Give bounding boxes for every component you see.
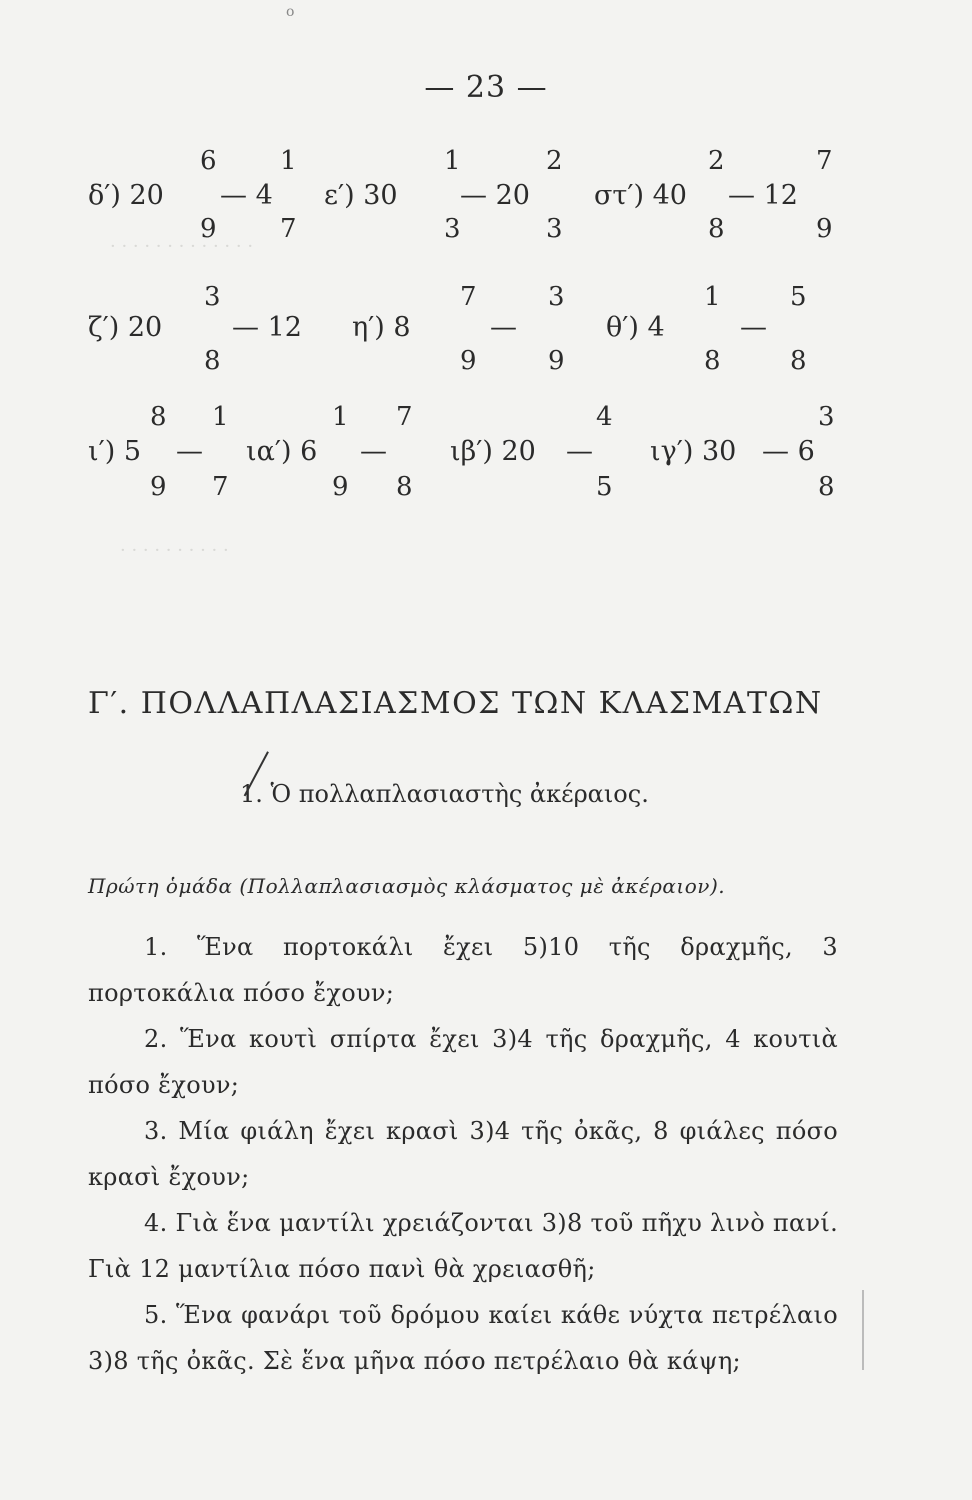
operator: — 6	[762, 436, 815, 467]
denominator: 9	[460, 346, 477, 376]
denominator: 7	[212, 472, 229, 502]
denominator: 9	[150, 472, 167, 502]
margin-mark	[862, 1290, 864, 1370]
problem-item: 1. Ἕνα πορτοκάλι ἔχει 5)10 τῆς δραχμῆς, 3 πορτοκάλια πόσο ἔχουν;	[88, 933, 838, 1007]
denominator: 7	[280, 214, 297, 244]
exercise-label: στ′) 40	[594, 180, 687, 211]
numerator: 4	[596, 402, 613, 432]
denominator: 8	[818, 472, 835, 502]
denominator: 8	[704, 346, 721, 376]
operator: —	[566, 436, 593, 467]
problem-item: 5. Ἕνα φανάρι τοῦ δρόμου καίει κάθε νύχτα πετρέλαιο 3)8 τῆς ὀκᾶς. Σὲ ἕνα μῆνα πόσο πετρέλαιο θὰ κάψη;	[88, 1301, 838, 1375]
numerator: 8	[150, 402, 167, 432]
denominator: 5	[596, 472, 613, 502]
exercise-label: ιγ′) 30	[650, 436, 737, 467]
exercise-label: ε′) 30	[324, 180, 398, 211]
ink-dot: o	[286, 4, 295, 20]
operator: —	[740, 312, 767, 343]
section-title: Γ′. ΠΟΛΛΑΠΛΑΣΙΑΣΜΟΣ ΤΩΝ ΚΛΑΣΜΑΤΩΝ	[88, 686, 823, 721]
denominator: 8	[790, 346, 807, 376]
denominator: 3	[444, 214, 461, 244]
operator: —	[490, 312, 517, 343]
denominator: 9	[548, 346, 565, 376]
exercise-label: ι′) 5	[88, 436, 142, 467]
numerator: 7	[460, 282, 477, 312]
problem-item: 2. Ἕνα κουτὶ σπίρτα ἔχει 3)4 τῆς δραχμῆς, 4 κουτιὰ πόσο ἔχουν;	[88, 1025, 838, 1099]
numerator: 7	[396, 402, 413, 432]
numerator: 3	[204, 282, 221, 312]
numerator: 1	[280, 146, 297, 176]
bleed-through-text: · · · · · · · · · ·	[120, 540, 229, 561]
denominator: 8	[708, 214, 725, 244]
numerator: 1	[444, 146, 461, 176]
operator: —	[360, 436, 387, 467]
numerator: 2	[546, 146, 563, 176]
numerator: 1	[332, 402, 349, 432]
operator: —	[176, 436, 203, 467]
exercise-label: θ′) 4	[606, 312, 665, 343]
numerator: 5	[790, 282, 807, 312]
exercise-label: η′) 8	[352, 312, 411, 343]
numerator: 1	[212, 402, 229, 432]
exercise-label: δ′) 20	[88, 180, 164, 211]
page-number: — 23 —	[424, 70, 548, 105]
operator: — 4	[220, 180, 273, 211]
denominator: 8	[396, 472, 413, 502]
numerator: 2	[708, 146, 725, 176]
denominator: 3	[546, 214, 563, 244]
numerator: 6	[200, 146, 217, 176]
numerator: 1	[704, 282, 721, 312]
operator: — 12	[232, 312, 302, 343]
exercise-label: ια′) 6	[246, 436, 318, 467]
exercise-row-1	[0, 148, 972, 258]
denominator: 8	[204, 346, 221, 376]
problem-item: 3. Μία φιάλη ἔχει κρασὶ 3)4 τῆς ὀκᾶς, 8 φιάλες πόσο κρασὶ ἔχουν;	[88, 1117, 838, 1191]
denominator: 9	[816, 214, 833, 244]
operator: — 12	[728, 180, 798, 211]
problem-list	[88, 924, 838, 1384]
exercise-label: ζ′) 20	[88, 312, 163, 343]
operator: — 20	[460, 180, 530, 211]
denominator: 9	[332, 472, 349, 502]
subheading-text: 1. Ὁ πολλαπλασιαστὴς ἀκέραιος.	[240, 780, 649, 808]
denominator: 9	[200, 214, 217, 244]
bleed-through-text: · · · · · · · · · · · · ·	[110, 236, 254, 257]
exercise-label: ιβ′) 20	[450, 436, 536, 467]
subheading	[240, 780, 649, 808]
numerator: 7	[816, 146, 833, 176]
group-heading: Πρώτη ὁμάδα (Πολλαπλασιασμὸς κλάσματος μὲ ἀκέραιον).	[88, 874, 726, 898]
numerator: 3	[548, 282, 565, 312]
exercise-row-2	[0, 284, 972, 394]
problem-item: 4. Γιὰ ἕνα μαντίλι χρειάζονται 3)8 τοῦ πῆχυ λινὸ πανί. Γιὰ 12 μαντίλια πόσο πανὶ θὰ χρειασθῆ;	[88, 1209, 838, 1283]
numerator: 3	[818, 402, 835, 432]
exercise-row-3	[0, 404, 972, 514]
